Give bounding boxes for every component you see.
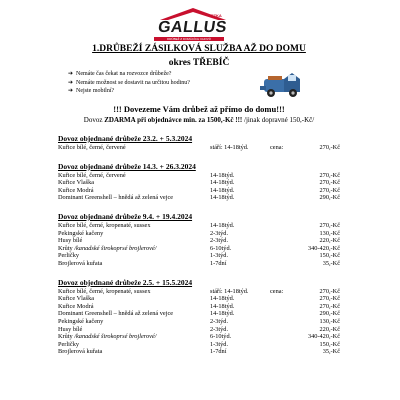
price-label: cena:	[270, 287, 284, 295]
poultry-price: 340-420,-Kč	[307, 333, 340, 341]
delivery-section	[58, 278, 340, 356]
poultry-price: 35,-Kč	[322, 259, 340, 267]
price-row	[58, 310, 340, 318]
price-row	[58, 318, 340, 326]
price-row	[58, 252, 340, 260]
price-label	[270, 326, 290, 334]
price-row	[58, 237, 340, 245]
poultry-age: 1-7dní	[210, 259, 227, 267]
poultry-name: Perličky	[58, 252, 79, 260]
poultry-price: 270,-Kč	[319, 144, 340, 151]
poultry-price: 130,-Kč	[319, 317, 340, 325]
price-label	[270, 303, 290, 311]
poultry-name: Kuřice Vlaška	[58, 179, 95, 187]
poultry-price: 35,-Kč	[322, 348, 340, 356]
price-row	[58, 288, 340, 296]
poultry-age: 6-10týd.	[210, 333, 232, 341]
poultry-age: 14-18týd.	[210, 194, 235, 202]
price-row	[58, 260, 340, 268]
poultry-price: 130,-Kč	[319, 229, 340, 237]
poultry-price: 290,-Kč	[319, 194, 340, 202]
section-title: Dovoz objednané drůbeže 14.3. + 26.3.2024	[58, 161, 196, 171]
price-row	[58, 194, 340, 202]
poultry-age: 14-18týd.	[210, 295, 235, 303]
price-row	[58, 172, 340, 180]
poultry-name: Brojlerová kuřata	[58, 348, 103, 356]
poultry-name: Husy bílé	[58, 237, 83, 245]
price-row	[58, 179, 340, 187]
section-title: Dovoz objednané drůbeže 23.2. + 5.3.2024	[58, 134, 193, 143]
poultry-name: Krůty /kanadské širokoprsé brojlerové/	[58, 333, 157, 341]
price-label	[270, 252, 290, 260]
section-title: Dovoz objednané drůbeže 9.4. + 19.4.2024	[58, 211, 193, 221]
logo-subtitle-bar	[154, 37, 224, 41]
poultry-price: 290,-Kč	[319, 310, 340, 318]
poultry-price: 270,-Kč	[319, 295, 340, 303]
poultry-price: 340-420,-Kč	[307, 244, 340, 252]
poultry-age: 14-18týd.	[210, 186, 235, 194]
price-label	[270, 194, 290, 202]
offer-bold: ZDARMA při objednávce min. za 1500,-Kč !!!	[104, 116, 243, 124]
poultry-price: 270,-Kč	[319, 186, 340, 194]
poultry-age: 14-18týd.	[210, 179, 235, 187]
offer-prefix: Dovoz	[83, 116, 105, 124]
bullets-block	[58, 70, 340, 102]
logo-subtitle-text: DRŮBEŽ Z DOMÁCÍCH CHOVŮ	[167, 37, 211, 41]
price-label	[270, 179, 290, 187]
page-subtitle: okres TŘEBÍČ	[168, 58, 230, 68]
price-row	[58, 326, 340, 334]
poultry-age: 2-3týd.	[210, 229, 229, 237]
price-label	[270, 333, 290, 341]
poultry-price: 270,-Kč	[319, 171, 340, 179]
poultry-age: 2-3týd.	[210, 325, 229, 333]
arrow-right-icon: ➔	[68, 79, 74, 86]
free-delivery-offer	[58, 116, 340, 124]
poultry-price: 150,-Kč	[319, 252, 340, 260]
arrow-right-icon: ➔	[68, 71, 74, 77]
poultry-price: 270,-Kč	[319, 302, 340, 310]
poultry-age: 1-3týd.	[210, 340, 229, 348]
price-label	[270, 237, 290, 245]
price-label	[270, 230, 290, 238]
price-row	[58, 230, 340, 238]
delivery-truck-icon	[258, 70, 306, 100]
poultry-name: Husy bílé	[58, 325, 83, 333]
poultry-name: Perličky	[58, 340, 79, 348]
poultry-age: 6-10týd.	[210, 244, 232, 252]
poultry-name: Brojlerová kuřata	[58, 259, 103, 267]
poultry-name: Kuřice Modrá	[58, 186, 94, 194]
poultry-name: Krůty /kanadské širokoprsé brojlerové/	[58, 244, 157, 252]
poultry-age: 14-18týd.	[210, 171, 235, 179]
price-row	[58, 295, 340, 303]
price-label	[270, 222, 290, 230]
bullet-text: Nejste mobilní?	[76, 88, 115, 94]
price-row	[58, 303, 340, 311]
flyer-page	[58, 6, 340, 356]
price-row	[58, 333, 340, 341]
arrow-right-icon: ➔	[68, 88, 74, 94]
price-label	[270, 318, 290, 326]
poultry-price: 150,-Kč	[319, 340, 340, 348]
logo-top-text: CEZKA	[208, 13, 222, 18]
price-label	[270, 260, 290, 268]
price-label	[270, 341, 290, 349]
price-label	[270, 295, 290, 303]
poultry-age: 14-18týd.	[210, 310, 235, 318]
poultry-price: 220,-Kč	[319, 325, 340, 333]
poultry-name: Pekingské kačeny	[58, 317, 104, 325]
poultry-age: 2-3týd.	[210, 317, 229, 325]
price-label	[270, 245, 290, 253]
poultry-name: Kuřice bílé, černé, kropenaté, sussex	[58, 221, 151, 229]
price-label	[270, 187, 290, 195]
delivery-section	[58, 162, 340, 202]
poultry-age: 1-7dní	[210, 348, 227, 356]
delivery-section	[58, 212, 340, 268]
bullet-text: Nemáte čas čekat na rozvozce drůbeže?	[76, 71, 172, 77]
poultry-age: stáří: 14-18týd.	[210, 144, 249, 151]
price-row	[58, 144, 340, 152]
delivery-banner: !!! Dovezeme Vám drůbež až přímo do domu!!!	[113, 104, 285, 114]
poultry-price: 270,-Kč	[319, 179, 340, 187]
gallus-logo	[58, 6, 340, 42]
poultry-price: 220,-Kč	[319, 237, 340, 245]
price-label	[270, 348, 290, 356]
poultry-name: Dominant Greenshell – hnědá až zelená vejce	[58, 194, 174, 202]
price-label	[270, 310, 290, 318]
delivery-sections	[58, 134, 340, 356]
logo-brand-text: GALLUS	[156, 19, 229, 36]
price-row	[58, 348, 340, 356]
bullet-text: Nemáte možnost se dostavit na určitou hodinu?	[76, 79, 190, 86]
price-label: cena:	[270, 144, 284, 151]
poultry-name: Dominant Greenshell – hnědá až zelená vejce	[58, 310, 174, 318]
price-row	[58, 187, 340, 195]
price-label	[270, 172, 290, 180]
price-row	[58, 222, 340, 230]
delivery-section	[58, 134, 340, 152]
poultry-price: 270,-Kč	[319, 221, 340, 229]
poultry-name: Kuřice bílé, černé, červené	[58, 171, 126, 179]
price-row	[58, 341, 340, 349]
poultry-name: Kuřice Modrá	[58, 302, 94, 310]
poultry-age: stáří: 14-18týd.	[210, 287, 249, 295]
poultry-age: 14-18týd.	[210, 221, 235, 229]
offer-suffix: /jinak dopravné 150,-Kč/	[242, 116, 315, 124]
poultry-age: 1-3týd.	[210, 252, 229, 260]
poultry-name: Kuřice bílé, černé, červené	[58, 144, 126, 151]
poultry-age: 2-3týd.	[210, 237, 229, 245]
poultry-age: 14-18týd.	[210, 302, 235, 310]
poultry-price: 270,-Kč	[319, 287, 340, 295]
page-title: 1.DRŮBEŽÍ ZÁSILKOVÁ SLUŽBA AŽ DO DOMU	[92, 44, 306, 54]
poultry-name: Kuřice Vlaška	[58, 295, 95, 303]
price-row	[58, 245, 340, 253]
poultry-name: Pekingské kačeny	[58, 229, 104, 237]
section-title: Dovoz objednané drůbeže 2.5. + 15.5.2024	[58, 277, 193, 287]
poultry-name: Kuřice bílé, černé, kropenaté, sussex	[58, 287, 151, 295]
